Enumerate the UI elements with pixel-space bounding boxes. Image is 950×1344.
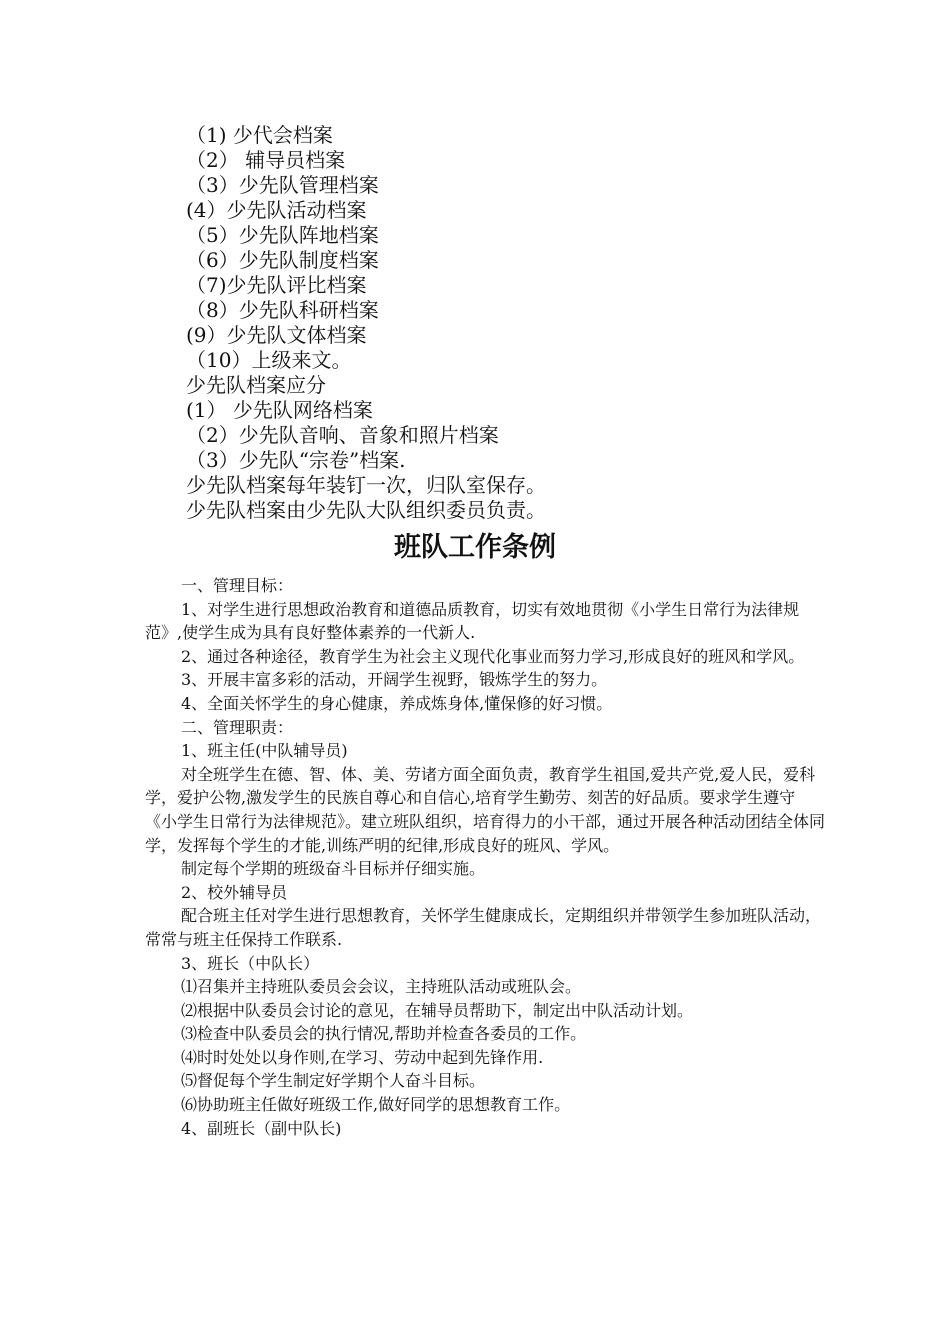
archive-item: （1) 少代会档案 xyxy=(186,123,333,147)
archive-item: 少先队档案应分 xyxy=(186,373,326,397)
archive-item: （2）少先队音响、音象和照片档案 xyxy=(186,423,499,447)
paragraph: 1、对学生进行思想政治教育和道德品质教育，切实有效地贯彻《小学生日常行为法律规范》,使学生成为具有良好整体素养的一代新人. xyxy=(145,599,800,643)
archive-item: （6）少先队制度档案 xyxy=(186,248,379,272)
archive-item: （10）上级来文。 xyxy=(186,348,352,372)
paragraph: 对全班学生在德、智、体、美、劳诸方面全面负责，教育学生祖国,爱共产党,爱人民，爱科学，爱护公物,激发学生的民族自尊心和自信心,培育学生勤劳、刻苦的好品质。要求学生遵守《小学生日常行为法律规范》。建立班队组织，培育得力的小干部，通过开展各种活动团结全体同学，发挥每个学生的才能,训练严明的纪律,形成良好的班风、学风。 xyxy=(145,764,826,855)
list-item: ⑴召集并主持班队委员会会议，主持班队活动或班队会。 xyxy=(181,977,582,997)
list-item: ⑶检查中队委员会的执行情况,帮助并检查各委员的工作。 xyxy=(181,1024,587,1044)
archive-item: (4）少先队活动档案 xyxy=(186,198,367,222)
heading-duties: 二、管理职责： xyxy=(181,717,294,737)
regulation-body xyxy=(145,574,825,1140)
archive-item: （8）少先队科研档案 xyxy=(186,298,379,322)
archive-item: （5）少先队阵地档案 xyxy=(186,223,379,247)
archive-item: 少先队档案每年装钉一次，归队室保存。 xyxy=(186,473,546,497)
archive-item: 少先队档案由少先队大队组织委员负责。 xyxy=(186,498,546,522)
list-item: ⑷时时处处以身作则,在学习、劳动中起到先锋作用. xyxy=(181,1047,544,1067)
subheading: 4、副班长（副中队长) xyxy=(181,1118,342,1138)
paragraph: 4、全面关怀学生的身心健康，养成炼身体,懂保修的好习惯。 xyxy=(181,693,613,713)
archive-item: （3）少先队“宗卷”档案. xyxy=(186,448,406,472)
archive-list xyxy=(186,123,746,523)
archive-item: （7)少先队评比档案 xyxy=(186,273,367,297)
archive-item: (9）少先队文体档案 xyxy=(186,323,367,347)
subheading: 1、班主任(中队辅导员) xyxy=(181,741,348,761)
list-item: ⑹协助班主任做好班级工作,做好同学的思想教育工作。 xyxy=(181,1095,571,1115)
heading-goals: 一、管理目标： xyxy=(181,576,294,595)
paragraph: 3、开展丰富多彩的活动，开阔学生视野，锻炼学生的努力。 xyxy=(181,670,608,690)
paragraph: 制定每个学期的班级奋斗目标并仔细实施。 xyxy=(181,859,486,879)
subheading: 3、班长（中队长） xyxy=(181,953,320,973)
list-item: ⑵根据中队委员会讨论的意见，在辅导员帮助下，制定出中队活动计划。 xyxy=(181,1000,694,1020)
section-title: 班队工作条例 xyxy=(394,532,556,563)
paragraph: 配合班主任对学生进行思想教育，关怀学生健康成长，定期组织并带领学生参加班队活动，常常与班主任保持工作联系. xyxy=(145,906,822,949)
subheading: 2、校外辅导员 xyxy=(181,882,288,902)
archive-item: （3）少先队管理档案 xyxy=(186,173,379,197)
paragraph: 2、通过各种途径，教育学生为社会主义现代化事业而努力学习,形成良好的班风和学风。 xyxy=(181,646,805,666)
list-item: ⑸督促每个学生制定好学期个人奋斗目标。 xyxy=(181,1071,486,1091)
archive-item: (1） 少先队网络档案 xyxy=(186,398,373,422)
archive-item: （2） 辅导员档案 xyxy=(186,148,346,172)
